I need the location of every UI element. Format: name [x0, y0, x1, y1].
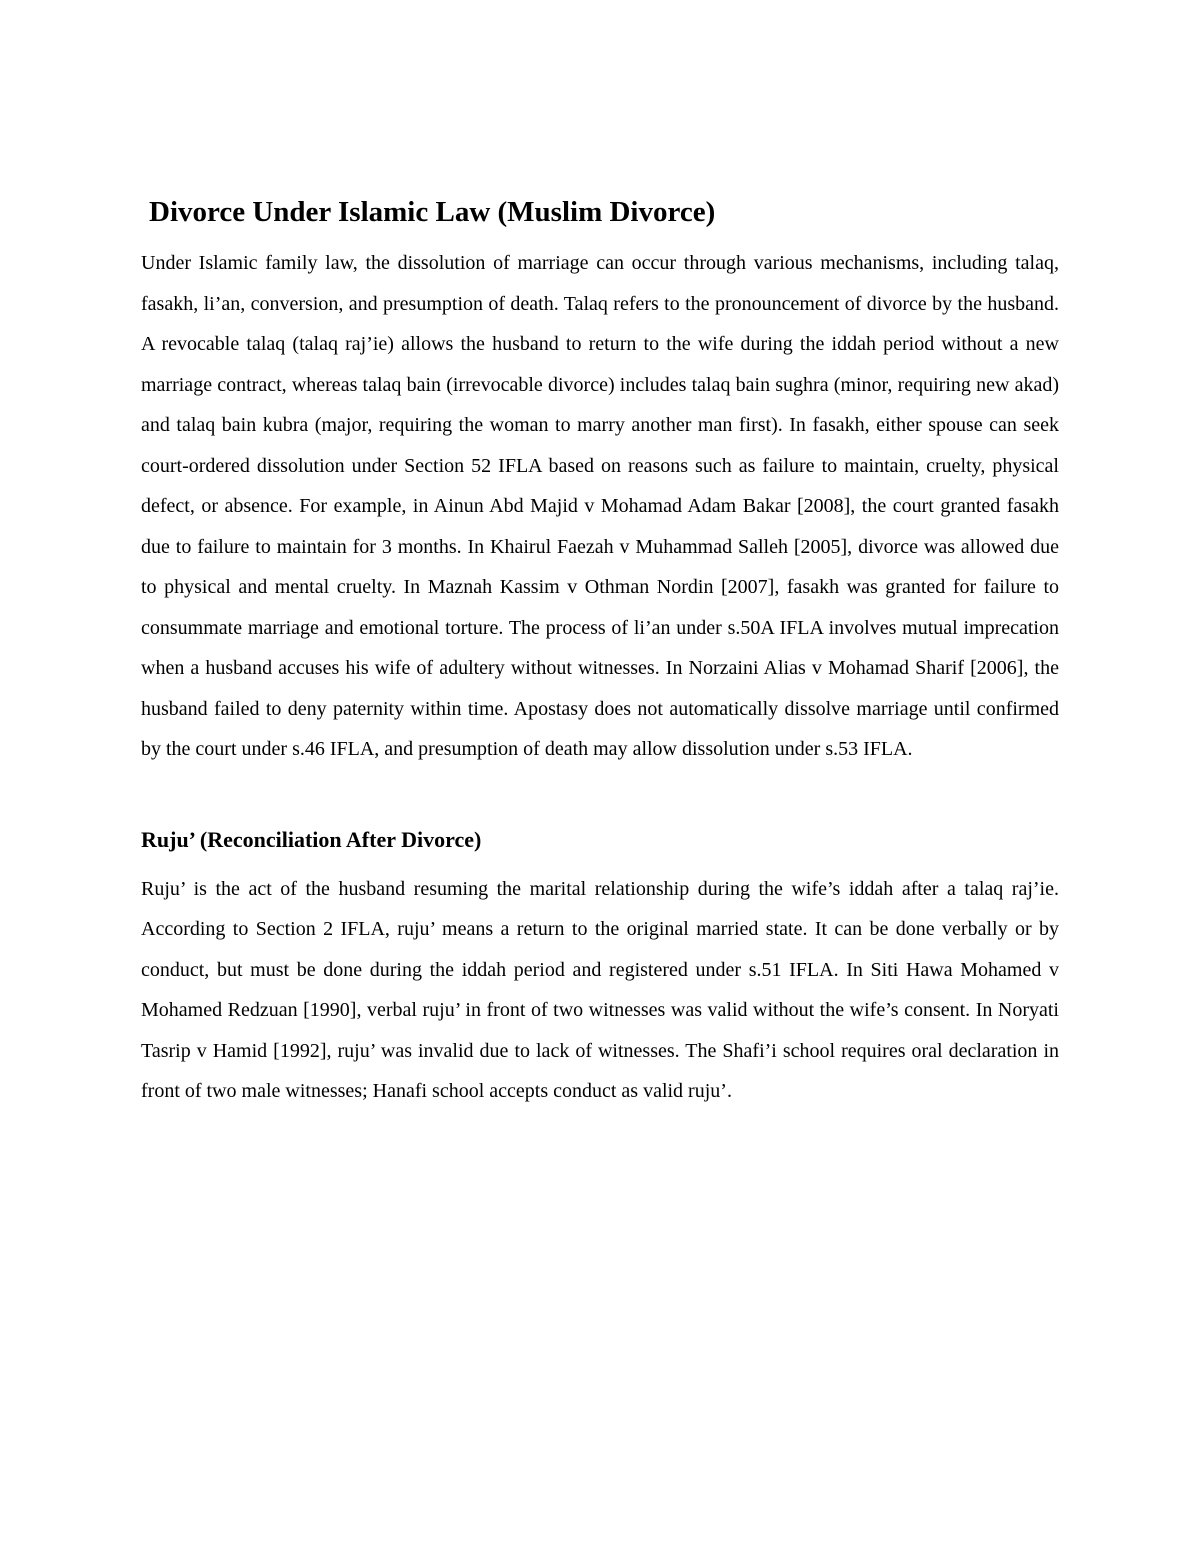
section-heading-ruju: Ruju’ (Reconciliation After Divorce): [141, 826, 482, 852]
paragraph-divorce: Under Islamic family law, the dissolution of marriage can occur through various mechanisms, including talaq, fasakh, li’an, conversion, and presumption of death. Talaq refers to the pronouncement of divorce by the husband. A revocable talaq (talaq raj’ie) allows the husband to return to the wife during the iddah period without a new marriage contract, whereas talaq bain (irrevocable divorce) includes talaq bain sughra (minor, requiring new akad) and talaq bain kubra (major, requiring the woman to marry another man first). In fasakh, either spouse can seek court-ordered dissolution under Section 52 IFLA based on reasons such as failure to maintain, cruelty, physical defect, or absence. For example, in Ainun Abd Majid v Mohamad Adam Bakar [2008], the court granted fasakh due to failure to maintain for 3 months. In Khairul Faezah v Muhammad Salleh [2005], divorce was allowed due to physical and mental cruelty. In Maznah Kassim v Othman Nordin [2007], fasakh was granted for failure to consummate marriage and emotional torture. The process of li’an under s.50A IFLA involves mutual imprecation when a husband accuses his wife of adultery without witnesses. In Norzaini Alias v Mohamad Sharif [2006], the husband failed to deny paternity within time. Apostasy does not automatically dissolve marriage until confirmed by the court under s.46 IFLA, and presumption of death may allow dissolution under s.53 IFLA.: [141, 252, 1059, 760]
document-title: Divorce Under Islamic Law (Muslim Divorce): [149, 196, 716, 228]
document-body: [141, 190, 1059, 1112]
paragraph-ruju: Ruju’ is the act of the husband resuming the marital relationship during the wife’s iddah after a talaq raj’ie. According to Section 2 IFLA, ruju’ means a return to the original married state. It can be done verbally or by conduct, but must be done during the iddah period and registered under s.51 IFLA. In Siti Hawa Mohamed v Mohamed Redzuan [1990], verbal ruju’ in front of two witnesses was valid without the wife’s consent. In Noryati Tasrip v Hamid [1992], ruju’ was invalid due to lack of witnesses. The Shafi’i school requires oral declaration in front of two male witnesses; Hanafi school accepts conduct as valid ruju’.: [141, 877, 1059, 1102]
